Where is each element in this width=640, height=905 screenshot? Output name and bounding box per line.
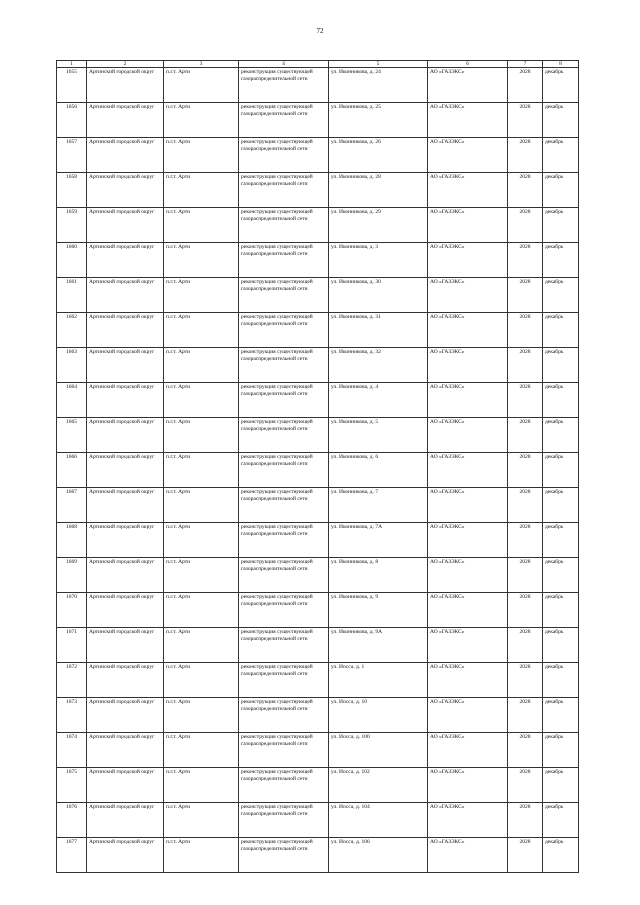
address-cell: ул. Иконникова, д. 7А [329,523,428,558]
organization-cell: АО «ГАЗЭКС» [428,523,508,558]
month-cell: декабрь [543,698,579,733]
year-cell: 2028 [508,208,543,243]
work-type-cell: реконструкция существующей газораспределительной сети [239,418,329,453]
locality-cell: п.г.т. Арти [164,208,239,243]
locality-cell: п.г.т. Арти [164,628,239,663]
address-cell: ул. Иконникова, д. 29 [329,208,428,243]
address-cell: ул. Иосса, д. 106 [329,838,428,873]
district-cell: Артинский городской округ [87,313,164,348]
row-number: 1661 [57,278,87,313]
year-cell: 2028 [508,768,543,803]
district-cell: Артинский городской округ [87,803,164,838]
work-type-cell: реконструкция существующей газораспределительной сети [239,278,329,313]
table-row [57,173,579,208]
locality-cell: п.г.т. Арти [164,698,239,733]
organization-cell: АО «ГАЗЭКС» [428,138,508,173]
work-type-cell: реконструкция существующей газораспределительной сети [239,243,329,278]
table-row [57,243,579,278]
organization-cell: АО «ГАЗЭКС» [428,803,508,838]
month-cell: декабрь [543,138,579,173]
column-header: 7 [508,61,543,68]
month-cell: декабрь [543,838,579,873]
table-row [57,383,579,418]
locality-cell: п.г.т. Арти [164,278,239,313]
month-cell: декабрь [543,278,579,313]
organization-cell: АО «ГАЗЭКС» [428,208,508,243]
organization-cell: АО «ГАЗЭКС» [428,68,508,103]
address-cell: ул. Иконникова, д. 7 [329,488,428,523]
month-cell: декабрь [543,243,579,278]
year-cell: 2028 [508,628,543,663]
organization-cell: АО «ГАЗЭКС» [428,733,508,768]
row-number: 1672 [57,663,87,698]
organization-cell: АО «ГАЗЭКС» [428,278,508,313]
month-cell: декабрь [543,103,579,138]
district-cell: Артинский городской округ [87,768,164,803]
column-header: 8 [543,61,579,68]
work-type-cell: реконструкция существующей газораспределительной сети [239,103,329,138]
district-cell: Артинский городской округ [87,488,164,523]
month-cell: декабрь [543,383,579,418]
organization-cell: АО «ГАЗЭКС» [428,488,508,523]
address-cell: ул. Иконникова, д. 4 [329,383,428,418]
district-cell: Артинский городской округ [87,103,164,138]
row-number: 1660 [57,243,87,278]
locality-cell: п.г.т. Арти [164,453,239,488]
month-cell: декабрь [543,68,579,103]
year-cell: 2028 [508,733,543,768]
address-cell: ул. Иконникова, д. 9А [329,628,428,663]
row-number: 1674 [57,733,87,768]
year-cell: 2028 [508,838,543,873]
locality-cell: п.г.т. Арти [164,383,239,418]
row-number: 1677 [57,838,87,873]
table-row [57,488,579,523]
organization-cell: АО «ГАЗЭКС» [428,838,508,873]
month-cell: декабрь [543,488,579,523]
organization-cell: АО «ГАЗЭКС» [428,558,508,593]
district-cell: Артинский городской округ [87,558,164,593]
column-header: 2 [87,61,164,68]
address-cell: ул. Иосса, д. 1 [329,663,428,698]
work-type-cell: реконструкция существующей газораспределительной сети [239,663,329,698]
row-number: 1667 [57,488,87,523]
district-cell: Артинский городской округ [87,68,164,103]
locality-cell: п.г.т. Арти [164,173,239,208]
work-type-cell: реконструкция существующей газораспределительной сети [239,628,329,663]
table-row [57,453,579,488]
year-cell: 2028 [508,488,543,523]
address-cell: ул. Иосса, д. 100 [329,733,428,768]
locality-cell: п.г.т. Арти [164,663,239,698]
locality-cell: п.г.т. Арти [164,103,239,138]
organization-cell: АО «ГАЗЭКС» [428,628,508,663]
organization-cell: АО «ГАЗЭКС» [428,313,508,348]
year-cell: 2028 [508,348,543,383]
column-header: 4 [239,61,329,68]
column-header: 6 [428,61,508,68]
district-cell: Артинский городской округ [87,138,164,173]
locality-cell: п.г.т. Арти [164,68,239,103]
address-cell: ул. Иконникова, д. 28 [329,173,428,208]
year-cell: 2028 [508,68,543,103]
work-type-cell: реконструкция существующей газораспределительной сети [239,593,329,628]
month-cell: декабрь [543,453,579,488]
year-cell: 2028 [508,698,543,733]
work-type-cell: реконструкция существующей газораспределительной сети [239,453,329,488]
address-cell: ул. Иосса, д. 102 [329,768,428,803]
district-cell: Артинский городской округ [87,523,164,558]
row-number: 1676 [57,803,87,838]
month-cell: декабрь [543,733,579,768]
locality-cell: п.г.т. Арти [164,733,239,768]
column-header: 5 [329,61,428,68]
locality-cell: п.г.т. Арти [164,803,239,838]
work-type-cell: реконструкция существующей газораспределительной сети [239,733,329,768]
year-cell: 2028 [508,383,543,418]
month-cell: декабрь [543,558,579,593]
district-cell: Артинский городской округ [87,243,164,278]
table-row [57,698,579,733]
organization-cell: АО «ГАЗЭКС» [428,418,508,453]
month-cell: декабрь [543,418,579,453]
work-type-cell: реконструкция существующей газораспределительной сети [239,348,329,383]
locality-cell: п.г.т. Арти [164,593,239,628]
work-type-cell: реконструкция существующей газораспределительной сети [239,523,329,558]
table-row [57,138,579,173]
table-row [57,348,579,383]
table-row [57,278,579,313]
year-cell: 2028 [508,243,543,278]
row-number: 1673 [57,698,87,733]
district-cell: Артинский городской округ [87,593,164,628]
year-cell: 2028 [508,173,543,208]
organization-cell: АО «ГАЗЭКС» [428,103,508,138]
district-cell: Артинский городской округ [87,733,164,768]
locality-cell: п.г.т. Арти [164,313,239,348]
row-number: 1659 [57,208,87,243]
work-type-cell: реконструкция существующей газораспределительной сети [239,838,329,873]
table-row [57,593,579,628]
address-cell: ул. Иконникова, д. 32 [329,348,428,383]
work-type-cell: реконструкция существующей газораспределительной сети [239,558,329,593]
row-number: 1668 [57,523,87,558]
district-cell: Артинский городской округ [87,173,164,208]
work-type-cell: реконструкция существующей газораспределительной сети [239,768,329,803]
row-number: 1665 [57,418,87,453]
organization-cell: АО «ГАЗЭКС» [428,593,508,628]
locality-cell: п.г.т. Арти [164,348,239,383]
year-cell: 2028 [508,593,543,628]
table-row [57,733,579,768]
row-number: 1675 [57,768,87,803]
locality-cell: п.г.т. Арти [164,768,239,803]
month-cell: декабрь [543,593,579,628]
table-row [57,208,579,243]
organization-cell: АО «ГАЗЭКС» [428,698,508,733]
organization-cell: АО «ГАЗЭКС» [428,243,508,278]
work-type-cell: реконструкция существующей газораспределительной сети [239,313,329,348]
district-cell: Артинский городской округ [87,208,164,243]
work-type-cell: реконструкция существующей газораспределительной сети [239,488,329,523]
work-type-cell: реконструкция существующей газораспределительной сети [239,208,329,243]
row-number: 1669 [57,558,87,593]
header-row [57,61,579,68]
work-type-cell: реконструкция существующей газораспределительной сети [239,68,329,103]
district-cell: Артинский городской округ [87,698,164,733]
year-cell: 2028 [508,663,543,698]
district-cell: Артинский городской округ [87,663,164,698]
table-row [57,418,579,453]
month-cell: декабрь [543,768,579,803]
locality-cell: п.г.т. Арти [164,243,239,278]
district-cell: Артинский городской округ [87,418,164,453]
year-cell: 2028 [508,453,543,488]
locality-cell: п.г.т. Арти [164,418,239,453]
locality-cell: п.г.т. Арти [164,523,239,558]
column-header: 1 [57,61,87,68]
address-cell: ул. Иконникова, д. 30 [329,278,428,313]
organization-cell: АО «ГАЗЭКС» [428,453,508,488]
month-cell: декабрь [543,663,579,698]
table-row [57,768,579,803]
year-cell: 2028 [508,278,543,313]
address-cell: ул. Иконникова, д. 26 [329,138,428,173]
address-cell: ул. Иконникова, д. 3 [329,243,428,278]
organization-cell: АО «ГАЗЭКС» [428,768,508,803]
work-type-cell: реконструкция существующей газораспределительной сети [239,173,329,208]
locality-cell: п.г.т. Арти [164,558,239,593]
organization-cell: АО «ГАЗЭКС» [428,173,508,208]
row-number: 1655 [57,68,87,103]
year-cell: 2028 [508,803,543,838]
district-cell: Артинский городской округ [87,838,164,873]
month-cell: декабрь [543,313,579,348]
locality-cell: п.г.т. Арти [164,138,239,173]
table-row [57,558,579,593]
organization-cell: АО «ГАЗЭКС» [428,348,508,383]
address-cell: ул. Иконникова, д. 31 [329,313,428,348]
address-cell: ул. Иконникова, д. 24 [329,68,428,103]
locality-cell: п.г.т. Арти [164,488,239,523]
table-row [57,523,579,558]
district-cell: Артинский городской округ [87,278,164,313]
month-cell: декабрь [543,208,579,243]
address-cell: ул. Иконникова, д. 5 [329,418,428,453]
address-cell: ул. Иконникова, д. 6 [329,453,428,488]
gas-network-table [56,60,579,873]
row-number: 1658 [57,173,87,208]
month-cell: декабрь [543,803,579,838]
district-cell: Артинский городской округ [87,628,164,663]
month-cell: декабрь [543,173,579,208]
work-type-cell: реконструкция существующей газораспределительной сети [239,803,329,838]
address-cell: ул. Иконникова, д. 8 [329,558,428,593]
organization-cell: АО «ГАЗЭКС» [428,383,508,418]
table-row [57,103,579,138]
district-cell: Артинский городской округ [87,348,164,383]
table-row [57,68,579,103]
organization-cell: АО «ГАЗЭКС» [428,663,508,698]
work-type-cell: реконструкция существующей газораспределительной сети [239,383,329,418]
column-header: 3 [164,61,239,68]
locality-cell: п.г.т. Арти [164,838,239,873]
page-number: 72 [316,27,324,35]
table-row [57,313,579,348]
row-number: 1657 [57,138,87,173]
year-cell: 2028 [508,558,543,593]
table-row [57,628,579,663]
address-cell: ул. Иосса, д. 104 [329,803,428,838]
row-number: 1656 [57,103,87,138]
month-cell: декабрь [543,348,579,383]
row-number: 1662 [57,313,87,348]
year-cell: 2028 [508,418,543,453]
district-cell: Артинский городской округ [87,453,164,488]
table-row [57,663,579,698]
year-cell: 2028 [508,103,543,138]
row-number: 1664 [57,383,87,418]
year-cell: 2028 [508,313,543,348]
work-type-cell: реконструкция существующей газораспределительной сети [239,698,329,733]
month-cell: декабрь [543,628,579,663]
row-number: 1663 [57,348,87,383]
row-number: 1671 [57,628,87,663]
row-number: 1666 [57,453,87,488]
table-row [57,803,579,838]
year-cell: 2028 [508,138,543,173]
address-cell: ул. Иконникова, д. 25 [329,103,428,138]
year-cell: 2028 [508,523,543,558]
address-cell: ул. Иконникова, д. 9 [329,593,428,628]
table-row [57,838,579,873]
district-cell: Артинский городской округ [87,383,164,418]
month-cell: декабрь [543,523,579,558]
work-type-cell: реконструкция существующей газораспределительной сети [239,138,329,173]
row-number: 1670 [57,593,87,628]
table-body [57,68,579,873]
address-cell: ул. Иосса, д. 10 [329,698,428,733]
